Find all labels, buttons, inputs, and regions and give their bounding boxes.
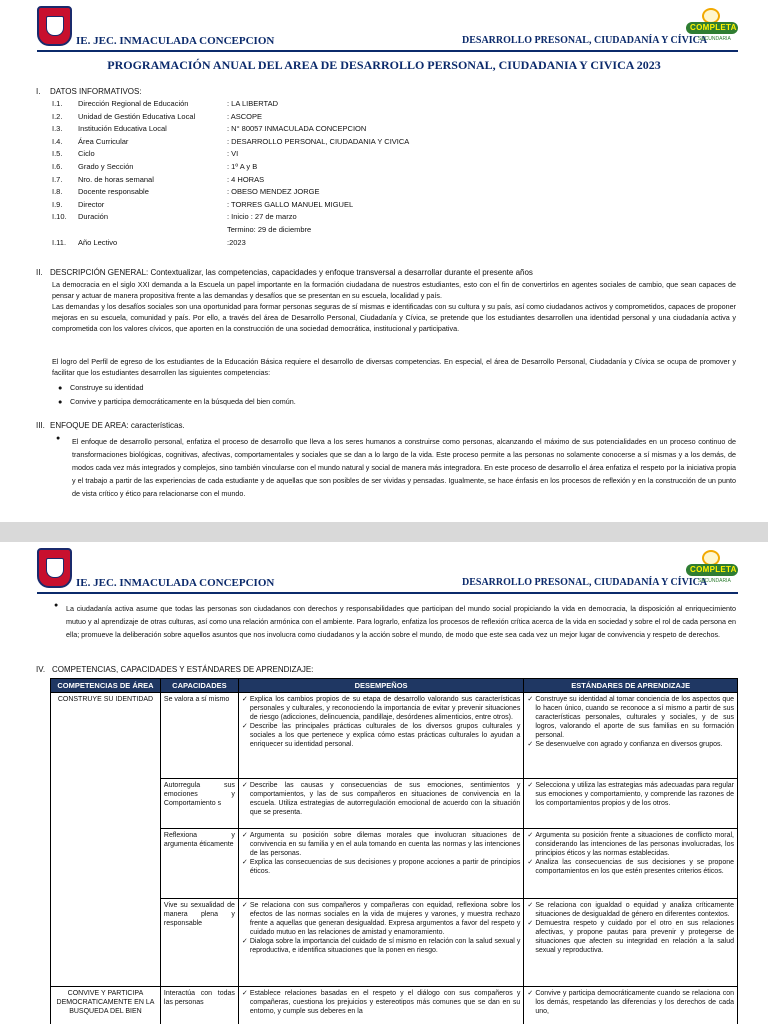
competency-cell: CONSTRUYE SU IDENTIDAD: [51, 693, 161, 987]
standard-item: ✓ Convive y participa democráticamente cuando se relaciona con los demás, respetando las diferencias y los derechos de cada uno,: [527, 989, 734, 1016]
performance-item: ✓ Se relaciona con sus compañeros y compañeras con equidad, reflexiona sobre los efectos de las normas sociales en la vida de mujeres y varones, y muestra rechazo frente a aquellas que generan desigualdad. Expresa argumentos a favor del respeto y cuidado mutuo en las relaciones de amistad y enamoramiento.: [242, 901, 520, 937]
info-value: : 1º A y B: [227, 161, 258, 171]
info-key: I.8.: [52, 187, 63, 197]
info-row: [52, 124, 552, 137]
performance-cell: [238, 829, 523, 899]
info-label: Ciclo: [78, 149, 95, 159]
info-key: I.5.: [52, 149, 63, 159]
info-row: [52, 200, 552, 213]
area-name: DESARROLLO PRESONAL, CIUDADANÍA Y CÍVICA: [462, 35, 708, 46]
performance-item: ✓ Dialoga sobre la importancia del cuidado de sí mismo en relación con la salud sexual y reproductiva, e identifica situaciones que la ponen en riesgo.: [242, 937, 520, 955]
header-capacidades: CAPACIDADES: [160, 679, 238, 693]
info-label: Año Lectivo: [78, 237, 118, 247]
info-label: Director: [78, 199, 105, 209]
info-key: I.3.: [52, 124, 63, 134]
area-name: DESARROLLO PRESONAL, CIUDADANÍA Y CÍVICA: [462, 577, 708, 588]
info-key: I.11.: [52, 237, 67, 247]
performance-item: ✓ Explica las consecuencias de sus decisiones y propone acciones a partir de principios éticos.: [242, 858, 520, 876]
info-value: : ASCOPE: [227, 111, 263, 121]
capacity-cell: Interactúa con todas las personas: [160, 987, 238, 1024]
performance-item: ✓ Describe las causas y consecuencias de sus emociones, sentimientos y comportamientos, y las de sus compañeros en situaciones de convivencia en la escuela. Utiliza estrategias de autorregulación emocional de acuerdo con la situación que se presenta.: [242, 781, 520, 817]
approach-paragraph-1: El enfoque de desarrollo personal, enfatiza el proceso de desarrollo que lleva a los seres humanos a construirse como personas, alcanzando el máximo de sus potencialidades en un proceso continuo de transformaciones biológicas, cognitivas, afectivas, comportamentales y sociales que se dan a lo largo de la vida. Este proceso permite a las personas no solamente conocerse a sí mismas y a los demás, de modos cada vez más integrados y complejos, sino también vincularse con el mundo natural y social de manera más integradora. En este proceso de desarrollo el área enfatiza el respeto por la iniciativa propia y el trabajo a partir de las experiencias de cada estudiante y de aquellas que son posibles de ser vividas y pensadas. Igualmente, se hace énfasis en los procesos de reflexión y en la construcción de un punto de vista crítico y ético para relacionarse con el mundo.: [72, 437, 736, 498]
info-value: : TORRES GALLO MANUEL MIGUEL: [227, 199, 354, 209]
performance-item: ✓ Explica los cambios propios de su etapa de desarrollo valorando sus características personales y culturales, y reconociendo la importancia de evitar y prevenir situaciones de riesgo (adicciones, delincuencia, pandillaje, desórdenes alimenticios, entre otros).: [242, 695, 520, 722]
competencies-table: [50, 678, 738, 1024]
performance-item: ✓ Establece relaciones basadas en el respeto y el diálogo con sus compañeros y compañeras, cuestiona los prejuicios y estereotipos más comunes que se dan en su entorno, y cumple sus deberes en la: [242, 989, 520, 1016]
info-label: Duración: [78, 212, 109, 222]
info-key: I.10.: [52, 212, 67, 222]
info-value: : Inicio : 27 de marzo: [227, 212, 297, 222]
capacity-cell: Autorregula sus emociones y Comportamiento s: [160, 779, 238, 829]
school-name: IE. JEC. INMACULADA CONCEPCION: [76, 577, 275, 589]
info-key: I.6.: [52, 161, 63, 171]
info-row: [52, 238, 552, 251]
standard-cell: [524, 693, 738, 779]
info-row: [52, 137, 552, 150]
info-value: : OBESO MENDEZ JORGE: [227, 187, 320, 197]
standard-item: ✓ Se relaciona con igualdad o equidad y analiza críticamente situaciones de desigualdad de género en diferentes contextos.: [527, 901, 734, 919]
info-row: [52, 212, 552, 225]
bullet-dot: ●: [56, 435, 61, 442]
table-row: [51, 693, 738, 779]
performance-item: ✓ Describe las principales prácticas culturales de los diversos grupos culturales y sociales a los que pertenece y explica cómo estas prácticas culturales lo ayudan a enriquecer su identidad personal.: [242, 722, 520, 749]
info-value: : VI: [227, 149, 239, 159]
info-key: I.9.: [52, 199, 63, 209]
school-name: IE. JEC. INMACULADA CONCEPCION: [76, 35, 275, 47]
capacity-cell: Vive su sexualidad de manera plena y responsable: [160, 899, 238, 987]
school-crest-icon: [37, 6, 72, 46]
standard-cell: [524, 829, 738, 899]
info-label: Unidad de Gestión Educativa Local: [78, 111, 196, 121]
section-1-heading: I. DATOS INFORMATIVOS:: [36, 87, 142, 96]
header-estandares: ESTÁNDARES DE APRENDIZAJE: [524, 679, 738, 693]
standard-item: ✓ Analiza las consecuencias de sus decisiones y se propone comportamientos en los que estén presentes criterios éticos.: [527, 858, 734, 876]
capacity-cell: Reflexiona y argumenta éticamente: [160, 829, 238, 899]
page-header: [0, 0, 768, 50]
competency-cell: CONVIVE Y PARTICIPA DEMOCRATICAMENTE EN LA BUSQUEDA DEL BIEN: [51, 987, 161, 1024]
info-value: : DESARROLLO PERSONAL, CIUDADANIA Y CIVICA: [227, 136, 410, 146]
info-label: Dirección Regional de Educación: [78, 99, 189, 108]
jec-logo-icon: COMPLETA SECUNDARIA: [686, 8, 738, 44]
page-title: PROGRAMACIÓN ANUAL DEL AREA DE DESARROLLO PERSONAL, CIUDADANIA Y CIVICA 2023: [107, 58, 661, 72]
performance-cell: [238, 779, 523, 829]
standard-item: ✓ Construye su identidad al tomar conciencia de los aspectos que lo hacen único, cuando se reconoce a sí mismo a partir de sus características personales, culturales y sociales, y de sus logros, valorando el aporte de sus familias en su formación personal.: [527, 695, 734, 740]
performance-item: ✓ Argumenta su posición sobre dilemas morales que involucran situaciones de convivencia en su familia y en el aula tomando en cuenta las normas y las intenciones de las personas.: [242, 831, 520, 858]
approach-paragraph-2: La ciudadanía activa asume que todas las personas son ciudadanos con derechos y responsabilidades que participan del mundo social propiciando la vida en democracia, la disposición al enriquecimiento mutuo y al aprendizaje de otras culturas, así como una relación armónica con el ambiente. Para lograrlo, enfatiza los procesos de reflexión crítica acerca de la vida en sociedad y sobre el rol de cada persona en ella; promueve la deliberación sobre aquellos asuntos que nos involucra como ciudadanos y la acción sobre el mundo, de modo que este sea cada vez un mejor lugar de convivencia y respeto de derechos.: [66, 604, 736, 639]
performance-cell: [238, 899, 523, 987]
section-2-heading: II. DESCRIPCIÓN GENERAL: Contextualizar, las competencias, capacidades y enfoque transversal a desarrollar durante el presente años: [36, 268, 533, 277]
standard-item: ✓ Demuestra respeto y cuidado por el otro en sus relaciones afectivas, y propone pautas para prevenir y protegerse de situaciones que afecten su integridad en relación a la salud sexual y reproductiva.: [527, 919, 734, 955]
info-list: [52, 99, 552, 250]
info-row: [52, 175, 552, 188]
description-paragraph-1: La democracia en el siglo XXI demanda a la Escuela un papel importante en la formación ciudadana de nuestros estudiantes, esto con el fin de convertirlos en agentes sociales de cambio, que sean capaces de pensar y actuar de manera propositiva frente a las demandas y desafíos que se presentan en su escuela, localidad y país.: [52, 280, 736, 300]
info-row: [52, 149, 552, 162]
info-value: Termino: 29 de diciembre: [227, 224, 312, 234]
info-value: : 4 HORAS: [227, 174, 265, 184]
table-row: [51, 987, 738, 1024]
competency-bullet-2: ● Convive y participa democráticamente en la búsqueda del bien común.: [58, 397, 296, 406]
section-4-heading: IV. COMPETENCIAS, CAPACIDADES Y ESTÁNDARES DE APRENDIZAJE:: [36, 665, 314, 674]
standard-item: ✓ Argumenta su posición frente a situaciones de conflicto moral, considerando las intenciones de las personas involucradas, los principios éticos y las normas establecidas.: [527, 831, 734, 858]
standard-item: ✓ Se desenvuelve con agrado y confianza en diversos grupos.: [527, 740, 734, 749]
info-row: [52, 99, 552, 112]
info-value: : LA LIBERTAD: [227, 99, 278, 108]
info-label: Nro. de horas semanal: [78, 174, 154, 184]
info-row: [52, 162, 552, 175]
performance-cell: [238, 987, 523, 1024]
info-row: [52, 225, 552, 238]
info-key: I.1.: [52, 99, 63, 108]
standard-cell: [524, 779, 738, 829]
standard-item: ✓ Selecciona y utiliza las estrategias más adecuadas para regular sus emociones y comportamiento, y comprende las razones de los comportamientos propios y de los otros.: [527, 781, 734, 808]
info-key: I.7.: [52, 174, 63, 184]
info-label: Institución Educativa Local: [78, 124, 167, 134]
header-desempenos: DESEMPEÑOS: [238, 679, 523, 693]
description-paragraph-2: Las demandas y los desafíos sociales son una oportunidad para formar personas seguras de sí mismas e identificadas con su cultura y su país, así como ciudadanos activos y comprometidos, capaces de proponer mejoras en su escuela, comunidad y país. Por ello, a través del área de Desarrollo Personal, Ciudadanía y Cívica, se pretende que los estudiantes desarrollen una identidad personal y una ciudadanía activa y comprometida con los valores cívicos, que aporten en la construcción de una sociedad democrática, institucional y participativa.: [52, 302, 736, 333]
bullet-dot: ●: [54, 602, 59, 609]
info-label: Área Curricular: [78, 136, 129, 146]
info-label: Docente responsable: [78, 187, 149, 197]
header-rule: [37, 50, 738, 52]
school-crest-icon: [37, 548, 72, 588]
competency-bullet-1: ● Construye su identidad: [58, 383, 144, 392]
info-value: : N° 80057 INMACULADA CONCEPCION: [227, 124, 367, 134]
page-header: [0, 542, 768, 592]
info-row: [52, 112, 552, 125]
standard-cell: [524, 899, 738, 987]
standard-cell: [524, 987, 738, 1024]
table-header-row: [51, 679, 738, 693]
info-key: I.4.: [52, 136, 63, 146]
info-key: I.2.: [52, 111, 63, 121]
capacity-cell: Se valora a sí mismo: [160, 693, 238, 779]
section-3-heading: III. ENFOQUE DE AREA: características.: [36, 421, 185, 430]
header-competencias: COMPETENCIAS DE ÁREA: [51, 679, 161, 693]
info-row: [52, 187, 552, 200]
document-page-2: [0, 542, 768, 1024]
header-rule: [37, 592, 738, 594]
info-value: :2023: [227, 237, 246, 247]
jec-logo-icon: COMPLETA SECUNDARIA: [686, 550, 738, 586]
performance-cell: [238, 693, 523, 779]
info-label: Grado y Sección: [78, 161, 134, 171]
description-paragraph-3: El logro del Perfil de egreso de los estudiantes de la Educación Básica requiere el desarrollo de diversas competencias. En especial, el área de Desarrollo Personal, Ciudadanía y Cívica se ocupa de promover y facilitar que los estudiantes desarrollen las siguientes competencias:: [52, 357, 736, 377]
